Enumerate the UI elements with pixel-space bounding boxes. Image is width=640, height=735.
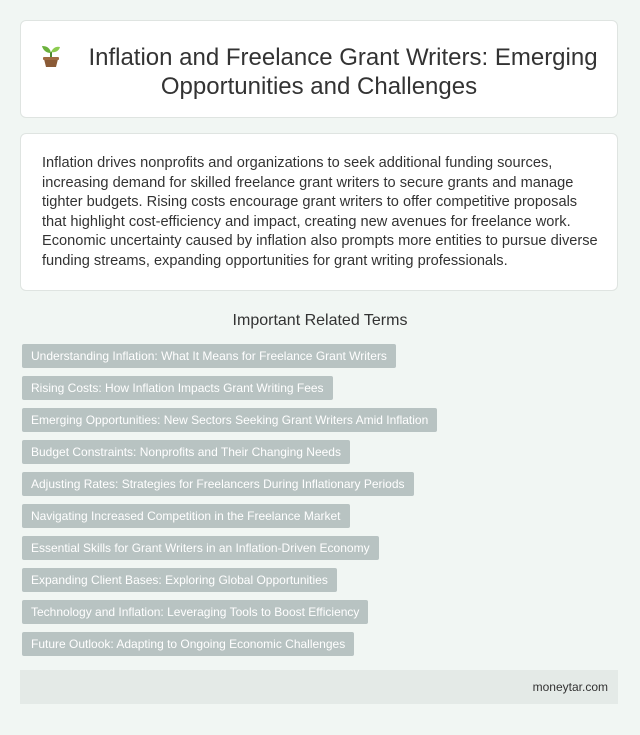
page-title-row: [21, 43, 617, 101]
summary-text: Inflation drives nonprofits and organizations to seek additional funding sources, increasing demand for skilled freelance grant writers to secure grants and manage tighter budgets. Rising costs encourage grant writers to offer competitive proposals that highlight cost-efficiency and impact, creating new avenues for freelance work. Economic uncertainty caused by inflation also prompts more entities to pursue diverse funding streams, expanding opportunities for grant writing professionals.: [42, 155, 598, 269]
related-terms-heading: Important Related Terms: [232, 312, 408, 329]
related-term-tag[interactable]: Rising Costs: How Inflation Impacts Grant Writing Fees: [22, 376, 333, 400]
summary-card: [20, 133, 618, 291]
footer: [20, 670, 618, 704]
related-term-tag[interactable]: Budget Constraints: Nonprofits and Their Changing Needs: [22, 440, 350, 464]
sprout-icon: [40, 44, 62, 68]
footer-site: moneytar.com: [532, 680, 608, 694]
title-card: [20, 20, 618, 118]
related-term-tag[interactable]: Technology and Inflation: Leveraging Tools to Boost Efficiency: [22, 600, 368, 624]
related-terms-list: [22, 344, 622, 664]
related-term-tag[interactable]: Emerging Opportunities: New Sectors Seeking Grant Writers Amid Inflation: [22, 408, 437, 432]
related-term-tag[interactable]: Understanding Inflation: What It Means for Freelance Grant Writers: [22, 344, 396, 368]
page-title: Inflation and Freelance Grant Writers: Emerging Opportunities and Challenges: [88, 44, 598, 100]
related-term-tag[interactable]: Navigating Increased Competition in the Freelance Market: [22, 504, 350, 528]
related-term-tag[interactable]: Adjusting Rates: Strategies for Freelancers During Inflationary Periods: [22, 472, 414, 496]
related-term-tag[interactable]: Future Outlook: Adapting to Ongoing Economic Challenges: [22, 632, 354, 656]
related-term-tag[interactable]: Expanding Client Bases: Exploring Global Opportunities: [22, 568, 337, 592]
related-term-tag[interactable]: Essential Skills for Grant Writers in an Inflation-Driven Economy: [22, 536, 379, 560]
